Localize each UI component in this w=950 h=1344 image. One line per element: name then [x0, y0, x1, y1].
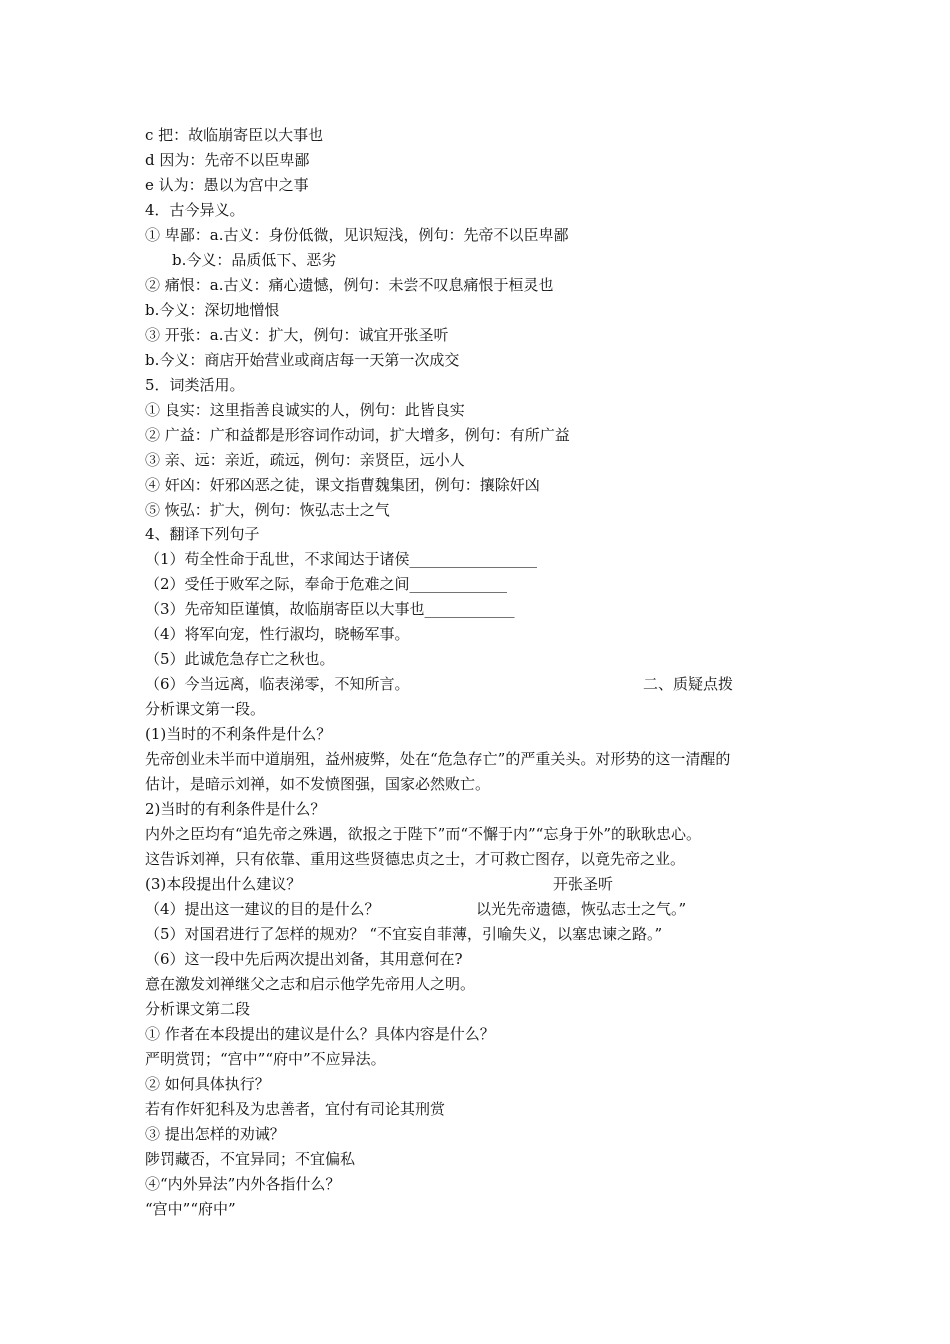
answer-line: 陟罚藏否，不宜异同；不宜偏私 [145, 1150, 356, 1168]
answer-line: 先帝创业未半而中道崩殂，益州疲弊，处在“危急存亡”的严重关头。对形势的这一清醒的 [145, 750, 731, 768]
question-line: (3)本段提出什么建议？ [145, 875, 302, 893]
translation-item: （3）先帝知臣谨慎，故临崩寄臣以大事也____________ [145, 600, 515, 618]
text-line: ③ 亲、远：亲近，疏远，例句：亲贤臣，远小人 [145, 451, 465, 469]
section-heading: 4、翻译下列句子 [145, 525, 260, 543]
question-line: （5）对国君进行了怎样的规劝？ “不宜妄自菲薄，引喻失义，以塞忠谏之路。” [145, 925, 663, 943]
answer-line: 意在激发刘禅继父之志和启示他学先帝用人之明。 [145, 975, 476, 993]
question-line: （4）提出这一建议的目的是什么？ [145, 900, 380, 918]
text-line: b.今义：商店开始营业或商店每一天第一次成交 [145, 351, 460, 369]
question-line: （6）这一段中先后两次提出刘备，其用意何在? [145, 950, 463, 968]
text-line: b.今义：深切地憎恨 [145, 301, 280, 319]
translation-item: （4）将军向宠，性行淑均，晓畅军事。 [145, 625, 410, 643]
text-line: ① 卑鄙：a.古义：身份低微，见识短浅，例句：先帝不以臣卑鄙 [145, 226, 569, 244]
question-line: ④“内外异法”内外各指什么？ [145, 1175, 341, 1193]
answer-line: 这告诉刘禅，只有依靠、重用这些贤德忠贞之士，才可救亡图存，以竟先帝之业。 [145, 850, 686, 868]
answer-line: 严明赏罚；“宫中”“府中”不应异法。 [145, 1050, 386, 1068]
answer-line: 开张圣听 [553, 875, 614, 893]
text-line: ③ 开张：a.古义：扩大，例句：诚宜开张圣听 [145, 326, 449, 344]
text-line: b.今义：品质低下、恶劣 [172, 251, 337, 269]
translation-item: （2）受任于败军之际，奉命于危难之间_____________ [145, 575, 508, 593]
text-line: ② 广益：广和益都是形容词作动词，扩大增多，例句：有所广益 [145, 426, 570, 444]
section-heading: 二、质疑点拨 [643, 675, 734, 693]
text-line: c 把：故临崩寄臣以大事也 [145, 126, 324, 144]
question-line: ③ 提出怎样的劝诫？ [145, 1125, 285, 1143]
text-line: ④ 奸凶：奸邪凶恶之徒，课文指曹魏集团，例句：攘除奸凶 [145, 476, 540, 494]
translation-item: （1）苟全性命于乱世，不求闻达于诸侯_________________ [145, 550, 538, 568]
answer-line: “宫中”“府中” [145, 1200, 236, 1218]
section-heading: 分析课文第一段。 [145, 700, 266, 718]
text-line: ⑤ 恢弘：扩大，例句：恢弘志士之气 [145, 501, 390, 519]
answer-line: 内外之臣均有“追先帝之殊遇，欲报之于陛下”而“不懈于内”“忘身于外”的耿耿忠心。 [145, 825, 702, 843]
translation-item: （6）今当远离，临表涕零，不知所言。 [145, 675, 410, 693]
section-heading: 4．古今异义。 [145, 201, 245, 219]
question-line: ① 作者在本段提出的建议是什么？具体内容是什么？ [145, 1025, 495, 1043]
answer-line: 若有作奸犯科及为忠善者，宜付有司论其刑赏 [145, 1100, 446, 1118]
text-line: e 认为：愚以为宫中之事 [145, 176, 309, 194]
section-heading: 5．词类活用。 [145, 376, 245, 394]
text-line: ② 痛恨：a.古义：痛心遗憾，例句：未尝不叹息痛恨于桓灵也 [145, 276, 554, 294]
text-line: d 因为：先帝不以臣卑鄙 [145, 151, 310, 169]
translation-item: （5）此诚危急存亡之秋也。 [145, 650, 335, 668]
question-line: (1)当时的不利条件是什么？ [145, 725, 332, 743]
section-heading: 分析课文第二段 [145, 1000, 251, 1018]
answer-line: 以光先帝遗德，恢弘志士之气。” [476, 900, 687, 918]
question-line: ② 如何具体执行？ [145, 1075, 270, 1093]
text-line: ① 良实：这里指善良诚实的人，例句：此皆良实 [145, 401, 465, 419]
answer-line: 估计，是暗示刘禅，如不发愤图强，国家必然败亡。 [145, 775, 491, 793]
question-line: 2)当时的有利条件是什么？ [145, 800, 326, 818]
